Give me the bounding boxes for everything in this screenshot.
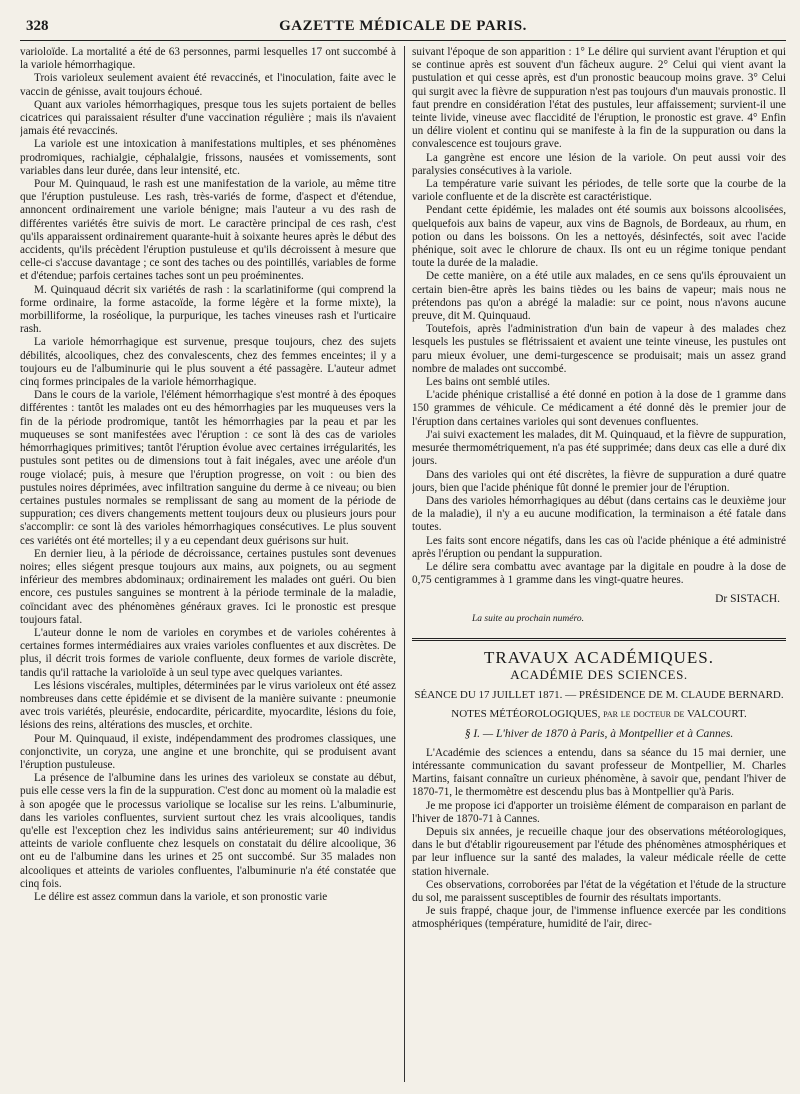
- paragraph: Dans des varioles qui ont été discrètes, la fièvre de suppuration a duré quatre jours, bien que l'acide phénique fût donné le premier jour de l'éruption.: [412, 468, 786, 494]
- paragraph: varioloïde. La mortalité a été de 63 personnes, parmi lesquelles 17 ont succombé à la variole hémorrhagique.: [20, 46, 396, 72]
- paragraph: De cette manière, on a été utile aux malades, en ce sens qu'ils éprouvaient un certain bien-être après les bains tièdes ou les bains de vapeur; mais nous ne prétendons pas qu'on a abrégé la maladie: sur ce point, nous n'avons aucune preuve, dit M. Quinquaud.: [412, 270, 786, 323]
- right-column: [412, 46, 786, 1082]
- journal-title: GAZETTE MÉDICALE DE PARIS.: [279, 18, 527, 34]
- page-number: 328: [26, 18, 49, 34]
- paragraph: La température varie suivant les périodes, de telle sorte que la courbe de la variole confluente et de la discrète est caractéristique.: [412, 178, 786, 204]
- paragraph: La variole hémorrhagique est survenue, presque toujours, chez des sujets débilités, alcooliques, chez des convalescents, chez des femmes enceintes; il y a toujours eu de l'albuminurie qui le plus souvent a été passagère. L'auteur admet cinq formes principales de la variole hémorrhagique.: [20, 336, 396, 389]
- paragraph: suivant l'époque de son apparition : 1° Le délire qui survient avant l'éruption et qui se continue après est souvent d'un fâcheux augure. 2° Celui qui vient avant la pustulation et qui cesse après, est d'un pronostic beaucoup moins grave. 3° Celui qui surgit avec la fièvre de suppuration n'est pas toujours d'un mauvais pronostic. Il faut prendre en considération l'état des pustules, leur affaissement; survient-il une teinte livide, vineuse avec flaccidité de l'éruption, le pronostic est grave. 4° Enfin un délire violent et continu qui se manifeste à la fin de la suppuration ou dans la convalescence est toujours grave.: [412, 46, 786, 151]
- section-rule: [412, 638, 786, 641]
- paragraph: Pour M. Quinquaud, il existe, indépendamment des prodromes classiques, une conjonctivite, un coryza, une angine et une bronchite, qui se produisent avant l'éruption pustuleuse.: [20, 732, 396, 771]
- subsection-title: [412, 728, 786, 741]
- section-title: TRAVAUX ACADÉMIQUES.: [483, 647, 714, 667]
- paragraph: Pour M. Quinquaud, le rash est une manifestation de la variole, au même titre que l'éruption pustuleuse. Les rash, très-variés de forme, d'aspect et d'étendue, annoncent ordinairement une variole bénigne; mais l'auteur a vu des rash de différentes variétés être suivis de mort. Le caractère principal de ces rash, c'est qu'ils apparaissent ordinairement quarante-huit à soixante heures après le début des accidents, qu'ils précèdent l'éruption pustuleuse et qu'ils décroissent à mesure que celle-ci s'accuse davantage ; ce sont des taches ou des pointillés, variables de forme et d'étendue; parfois certaines taches sont un peu proéminentes.: [20, 178, 396, 283]
- left-column: [20, 46, 396, 1082]
- paragraph: Je suis frappé, chaque jour, de l'immense influence exercée par les conditions atmosphériques (température, humidité de l'air, direc-: [412, 905, 786, 931]
- author-signature: Dr SISTACH.: [715, 593, 780, 606]
- paragraph: Les lésions viscérales, multiples, déterminées par le virus varioleux ont été assez nombreuses dans cette épidémie et se divisent de la manière suivante : pneumonie avec trois variétés, pleurésie, endocardite, péricardite, myocardite, lésions du foie, lésions des reins, altérations des muscles, et orchite.: [20, 679, 396, 732]
- paragraph: Le délire est assez commun dans la variole, et son pronostic varie: [34, 891, 328, 903]
- paragraph: La gangrène est encore une lésion de la variole. On peut aussi voir des paralysies consécutives à la variole.: [412, 151, 786, 177]
- paragraph: L'Académie des sciences a entendu, dans sa séance du 15 mai dernier, une intéressante communication du savant professeur de Montpellier, M. Charles Martins, faisant connaître un curieux phénomène, à savoir que, pendant l'hiver de 1870-71, le thermomètre est descendu plus bas à Montpellier qu'à Paris.: [412, 746, 786, 799]
- paragraph: Les bains ont semblé utiles.: [426, 376, 550, 389]
- page-header: [20, 14, 786, 41]
- paragraph: La présence de l'albumine dans les urines des varioleux se constate au début, puis elle cesse vers la fin de la suppuration. C'est donc au moment où la maladie est à son apogée que le processus variolique se localise sur les reins. L'albuminurie, dans les varioles confluentes, survient surtout chez les vrais alcooliques, tandis qu'elle est l'exception chez les individus sains antérieurement; sur 40 individus atteints de variole confluente chez lesquels on constatait du délire alcoolique, 36 ont eu de l'albumine dans les urines et 25 ont succombé. Sur 35 malades non alcooliques et atteints de varioles confluentes, l'albuminurie n'a été constatée que cinq fois.: [20, 772, 396, 890]
- paragraph: M. Quinquaud décrit six variétés de rash : la scarlatiniforme (qui comprend la forme ordinaire, la forme astacoïde, la forme légère et la forme mixte), la morbilliforme, la roséolique, la purpurique, les taches vineuses rash et l'urticaire rash.: [20, 283, 396, 336]
- paragraph: Depuis six années, je recueille chaque jour des observations météorologiques, dans le but d'établir rigoureusement par l'étude des phénomènes atmosphériques et par leur influence sur la santé des malades, la valeur médicale réelle de cette station hivernale.: [412, 825, 786, 878]
- subsection-title-text: § I. — L'hiver de 1870 à Paris, à Montpellier et à Cannes.: [464, 727, 734, 740]
- paragraph: Le délire sera combattu avec avantage par la digitale en poudre à la dose de 0,75 centigrammes à 1 gramme dans les vingt-quatre heures.: [412, 560, 786, 587]
- paragraph: Dans le cours de la variole, l'élément hémorrhagique s'est montré à des époques différentes : tantôt les malades ont eu des hémorrhagies par les muqueuses vers la fin de la période prodromique, tantôt les hémorrhagies par la peau et par les muqueuses se sont manifestées avec l'éruption : ce sont là des cas de varioles hémorrhagiques primitives; tantôt l'éruption évolue avec certaines irrégularités, les pustules sont petites ou de dimensions tout à fait inégales, avec une aréole d'un rouge violacé; puis, à mesure que l'éruption progresse, on voit : ou bien des pustules noires déprimées, avec infiltration sanguine du derme à ce niveau; ou bien certaines pustules normales se remplissant de sang au moment de la période de suppuration; ces divers changements mettent toujours deux ou plusieurs jours pour s'accomplir: ce sont là des varioles hémorrhagiques consécutives. Le plus souvent ces variétés ont été mortelles; il y a eu cependant deux guérisons sur huit.: [20, 389, 396, 547]
- paragraph: Pendant cette épidémie, les malades ont été soumis aux boissons alcoolisées, quelquefois aux bains de vapeur, aux vins de Bagnols, de Bordeaux, au rhum, en potion ou dans les boissons. On les a nettoyés, désinfectés, soit avec l'acide phénique, soit avec le chlorure de chaux. Ils ont eu un régime tonique pendant toute la durée de la maladie.: [412, 204, 786, 270]
- paragraph: En dernier lieu, à la période de décroissance, certaines pustules sont devenues noires; elles siégent presque toujours aux mains, aux poignets, ou au segment inférieur des membres abdominaux; ordinairement les malades ont guéri. Ou bien encore, ces pustules sanguines se montrent à la période terminale de la maladie, coïncidant avec des phénomènes généraux graves. Ici le pronostic est presque toujours fatal.: [20, 547, 396, 626]
- text-columns: [20, 46, 786, 1082]
- paragraph: Ces observations, corroborées par l'état de la végétation et l'étude de la structure du sol, me paraissent susceptibles de fournir des résultats importants.: [412, 878, 786, 904]
- paragraph: Toutefois, après l'administration d'un bain de vapeur à des malades chez lesquels les pustules se flétrissaient et avaient une teinte vineuse, les pustules ont paru mieux évoluer, une demi-turgescence se produisait; mais un assez grand nombre de malades ont succombé.: [412, 323, 786, 375]
- paragraph: Je me propose ici d'apporter un troisième élément de comparaison en parlant de l'hiver de 1870-71 à Cannes.: [412, 799, 786, 825]
- paragraph: Les faits sont encore négatifs, dans les cas où l'acide phénique a été administré après l'éruption ou pendant la suppuration.: [412, 534, 786, 560]
- session-line: SÉANCE DU 17 JUILLET 1871. — PRÉSIDENCE DE M. CLAUDE BERNARD.: [414, 689, 784, 702]
- continuation-note: La suite au prochain numéro.: [472, 613, 584, 624]
- paragraph: J'ai suivi exactement les malades, dit M. Quinquaud, et la fièvre de suppuration, mesurée thermométriquement, n'a pas été supprimée; dans deux cas elle a duré dix jours.: [412, 428, 786, 468]
- notes-line: NOTES MÉTÉOROLOGIQUES, par le docteur de VALCOURT.: [451, 708, 747, 721]
- column-divider: [404, 46, 405, 1082]
- paragraph: Dans des varioles hémorrhagiques au début (dans certains cas le deuxième jour de la maladie), il n'y a eu aucune modification, la terminaison a été fatale dans toutes.: [412, 494, 786, 534]
- paragraph: La variole est une intoxication à manifestations multiples, et ses phénomènes prodromiques, rachialgie, céphalalgie, frissons, nausées et vomissements, sont variables dans leur durée, dans leur intensité, etc.: [20, 138, 396, 177]
- paragraph: L'auteur donne le nom de varioles en corymbes et de varioles cohérentes à certaines formes intermédiaires aux vraies varioles confluentes et aux discrètes. De plus, il décrit trois formes de variole confluente, deux formes de variole discrète, tandis qu'il rattache la varioloïde à un seul type avec quelques variantes.: [20, 626, 396, 679]
- paragraph: Quant aux varioles hémorrhagiques, presque tous les sujets portaient de belles cicatrices qui paraissaient résulter d'une vaccination régulière ; mais ils n'avaient jamais été revaccinés.: [20, 98, 396, 138]
- section-subtitle: ACADÉMIE DES SCIENCES.: [510, 666, 688, 682]
- paragraph: Trois varioleux seulement avaient été revaccinés, et l'inoculation, faite avec le vaccin de génisse, avait toujours échoué.: [20, 72, 396, 98]
- paragraph: L'acide phénique cristallisé a été donné en potion à la dose de 1 gramme dans 150 grammes de véhicule. Ce médicament a été donné dès le premier jour de l'éruption dans certaines varioles qui sont devenues confluentes.: [412, 389, 786, 428]
